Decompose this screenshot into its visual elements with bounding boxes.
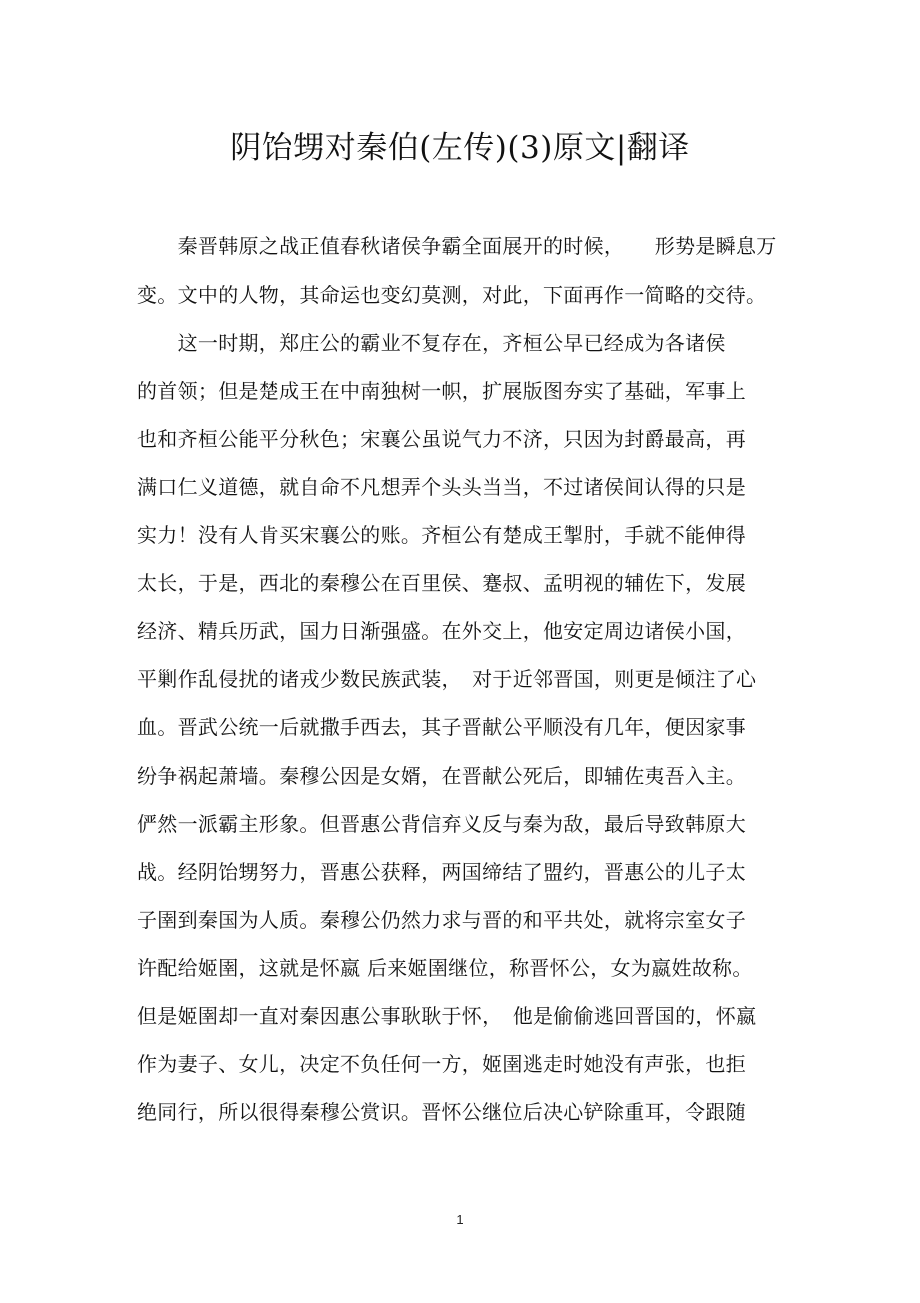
document-title: 阴饴甥对秦伯(左传)(3)原文|翻译	[230, 130, 690, 166]
body-line: 也和齐桓公能平分秋色；宋襄公虽说气力不济，只因为封爵最高，再	[137, 427, 746, 451]
body-line: 纷争祸起萧墙。秦穆公因是女婿，在晋献公死后，即辅佐夷吾入主。	[137, 764, 746, 788]
body-line: 的首领；但是楚成王在中南独树一帜，扩展版图夯实了基础，军事上	[137, 379, 746, 403]
body-line: 血。晋武公统一后就撒手西去，其子晋献公平顺没有几年，便因家事	[137, 715, 746, 739]
body-line: 作为妻子、女儿，决定不负任何一方，姬圉逃走时她没有声张，也拒	[137, 1052, 746, 1076]
body-line: 但是姬圉却一直对秦因惠公事耿耿于怀， 他是偷偷逃回晋国的，怀嬴	[137, 1004, 757, 1028]
page-number: 1	[456, 1212, 464, 1227]
body-line: 平剿作乱侵扰的诸戎少数民族武装， 对于近邻晋国，则更是倾注了心	[137, 667, 757, 691]
body-line: 子圉到秦国为人质。秦穆公仍然力求与晋的和平共处，就将宗室女子	[137, 908, 746, 932]
body-line: 太长，于是，西北的秦穆公在百里侯、蹇叔、孟明视的辅佐下，发展	[137, 571, 746, 595]
body-line: 许配给姬圉，这就是怀嬴 后来姬圉继位，称晋怀公，女为嬴姓故称。	[137, 956, 753, 980]
body-line: 秦晋韩原之战正值春秋诸侯争霸全面展开的时候， 形势是瞬息万	[137, 234, 777, 258]
body-line: 变。文中的人物，其命运也变幻莫测，对此，下面再作一简略的交待。	[137, 283, 767, 307]
body-line: 满口仁义道德，就自命不凡想弄个头头当当，不过诸侯间认得的只是	[137, 475, 746, 499]
body-line: 这一时期，郑庄公的霸业不复存在，齐桓公早已经成为各诸侯	[137, 331, 726, 355]
body-line: 战。经阴饴甥努力，晋惠公获释，两国缔结了盟约，晋惠公的儿子太	[137, 860, 746, 884]
body-line: 绝同行，所以很得秦穆公赏识。晋怀公继位后决心铲除重耳，令跟随	[137, 1100, 746, 1124]
body-line: 实力！没有人肯买宋襄公的账。齐桓公有楚成王掣肘，手就不能伸得	[137, 523, 746, 547]
body-line: 俨然一派霸主形象。但晋惠公背信弃义反与秦为敌，最后导致韩原大	[137, 812, 746, 836]
body-line: 经济、精兵历武，国力日渐强盛。在外交上，他安定周边诸侯小国，	[137, 619, 746, 643]
